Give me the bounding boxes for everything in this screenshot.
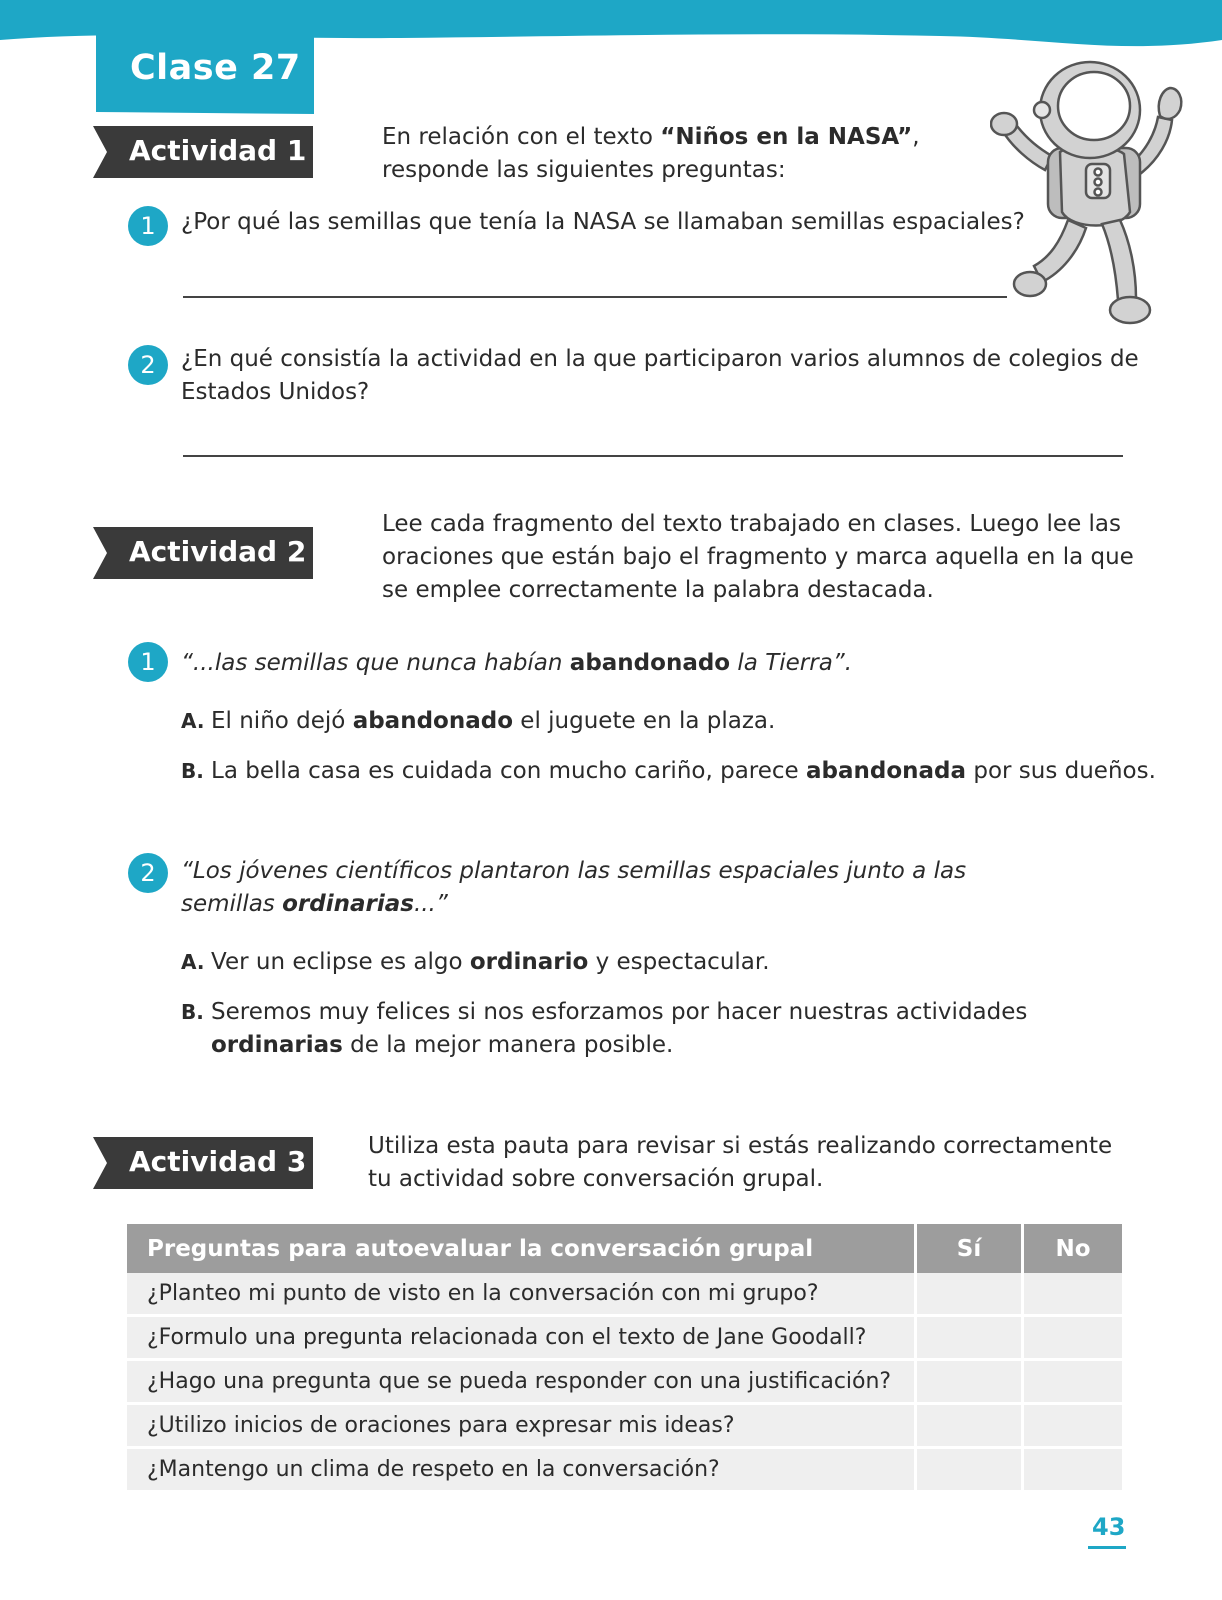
activity-3-intro (368, 1130, 1112, 1196)
yes-cell[interactable] (917, 1405, 1024, 1449)
fragment-1-text: “...las semillas que nunca habían (181, 650, 570, 676)
option-letter: A. (181, 709, 205, 733)
activity-2-label: Actividad 2 (129, 535, 307, 568)
option-keyword: abandonado (352, 708, 513, 734)
question-1-text: ¿Por qué las semillas que tenía la NASA se llamaban semillas espaciales? (181, 209, 1025, 235)
item-number-2: 2 (128, 853, 168, 893)
fragment-2-line2: semillas (181, 891, 283, 917)
option-text: La bella casa es cuidada con mucho cariño, parece (211, 758, 806, 784)
option-text: Seremos muy felices si nos esforzamos por hacer nuestras actividades (211, 999, 1028, 1025)
fragment-1 (181, 647, 852, 680)
activity-1-badge (93, 126, 313, 178)
activity-2-intro-line: Lee cada fragmento del texto trabajado en clases. Luego lee las (382, 511, 1121, 537)
activity-2-badge (93, 527, 313, 579)
no-cell[interactable] (1024, 1317, 1122, 1361)
option-text-end: por sus dueños. (966, 758, 1156, 784)
table-header-questions: Preguntas para autoevaluar la conversación grupal (127, 1224, 917, 1273)
no-cell[interactable] (1024, 1449, 1122, 1493)
answer-line-1[interactable] (183, 296, 1007, 298)
table-row (127, 1361, 1122, 1405)
table-header-row (127, 1224, 1122, 1273)
table-question: ¿Hago una pregunta que se pueda responder con una justificación? (127, 1361, 917, 1405)
no-cell[interactable] (1024, 1361, 1122, 1405)
yes-cell[interactable] (917, 1361, 1024, 1405)
question-2-text (181, 343, 1139, 409)
yes-cell[interactable] (917, 1449, 1024, 1493)
activity-1-intro-comma: , (912, 124, 920, 150)
option-text-end: de la mejor manera posible. (342, 1032, 674, 1058)
page-number: 43 (1092, 1513, 1126, 1541)
option-text: Ver un eclipse es algo (211, 949, 470, 975)
activity-2-intro (382, 508, 1134, 607)
activity-1-intro (382, 121, 920, 187)
astronaut-illustration (990, 52, 1190, 332)
question-number-2: 2 (128, 345, 168, 385)
question-2-line1: ¿En qué consistía la actividad en la que participaron varios alumnos de colegios de (181, 346, 1139, 372)
yes-cell[interactable] (917, 1273, 1024, 1317)
page-number-underline (1088, 1546, 1126, 1549)
fragment-2 (181, 855, 966, 921)
table-row (127, 1273, 1122, 1317)
activity-1-intro-line2: responde las siguientes preguntas: (382, 157, 786, 183)
item-number-1: 1 (128, 642, 168, 682)
option-1b[interactable] (181, 755, 1156, 788)
answer-line-2[interactable] (183, 455, 1123, 457)
activity-2-intro-line: se emplee correctamente la palabra destacada. (382, 577, 934, 603)
table-row (127, 1449, 1122, 1493)
fragment-2-line1: “Los jóvenes científicos plantaron las semillas espaciales junto a las (181, 858, 967, 884)
option-letter: A. (181, 950, 205, 974)
table-row (127, 1317, 1122, 1361)
table-row (127, 1405, 1122, 1449)
option-keyword: ordinarias (211, 1032, 343, 1058)
activity-1-intro-text: En relación con el texto (382, 124, 661, 150)
table-question: ¿Utilizo inicios de oraciones para expresar mis ideas? (127, 1405, 917, 1449)
yes-cell[interactable] (917, 1317, 1024, 1361)
option-keyword: abandonada (806, 758, 967, 784)
activity-3-badge (93, 1137, 313, 1189)
option-text-end: y espectacular. (588, 949, 770, 975)
self-evaluation-table (127, 1224, 1122, 1493)
option-letter: B. (181, 759, 204, 783)
table-header-no: No (1024, 1224, 1122, 1273)
text-title: “Niños en la NASA” (660, 124, 913, 150)
fragment-2-text-end: ...” (413, 891, 448, 917)
option-2b[interactable] (181, 996, 1027, 1062)
option-1a[interactable] (181, 705, 775, 738)
class-title: Clase 27 (130, 48, 301, 88)
fragment-2-keyword: ordinarias (282, 891, 414, 917)
no-cell[interactable] (1024, 1405, 1122, 1449)
fragment-1-keyword: abandonado (569, 650, 731, 676)
activity-2-intro-line: oraciones que están bajo el fragmento y marca aquella en la que (382, 544, 1134, 570)
activity-3-intro-line: tu actividad sobre conversación grupal. (368, 1166, 824, 1192)
option-keyword: ordinario (469, 949, 589, 975)
option-text-end: el juguete en la plaza. (513, 708, 776, 734)
table-header-yes: Sí (917, 1224, 1024, 1273)
option-text: El niño dejó (211, 708, 353, 734)
table-question: ¿Planteo mi punto de visto en la conversación con mi grupo? (127, 1273, 917, 1317)
no-cell[interactable] (1024, 1273, 1122, 1317)
activity-3-intro-line: Utiliza esta pauta para revisar si estás realizando correctamente (368, 1133, 1113, 1159)
option-letter: B. (181, 1000, 204, 1024)
question-2-line2: Estados Unidos? (181, 379, 370, 405)
table-question: ¿Mantengo un clima de respeto en la conversación? (127, 1449, 917, 1493)
activity-1-label: Actividad 1 (129, 134, 307, 167)
activity-3-label: Actividad 3 (129, 1145, 307, 1178)
option-2a[interactable] (181, 946, 770, 979)
question-number-1: 1 (128, 206, 168, 246)
fragment-1-text-end: la Tierra”. (730, 650, 853, 676)
table-question: ¿Formulo una pregunta relacionada con el texto de Jane Goodall? (127, 1317, 917, 1361)
